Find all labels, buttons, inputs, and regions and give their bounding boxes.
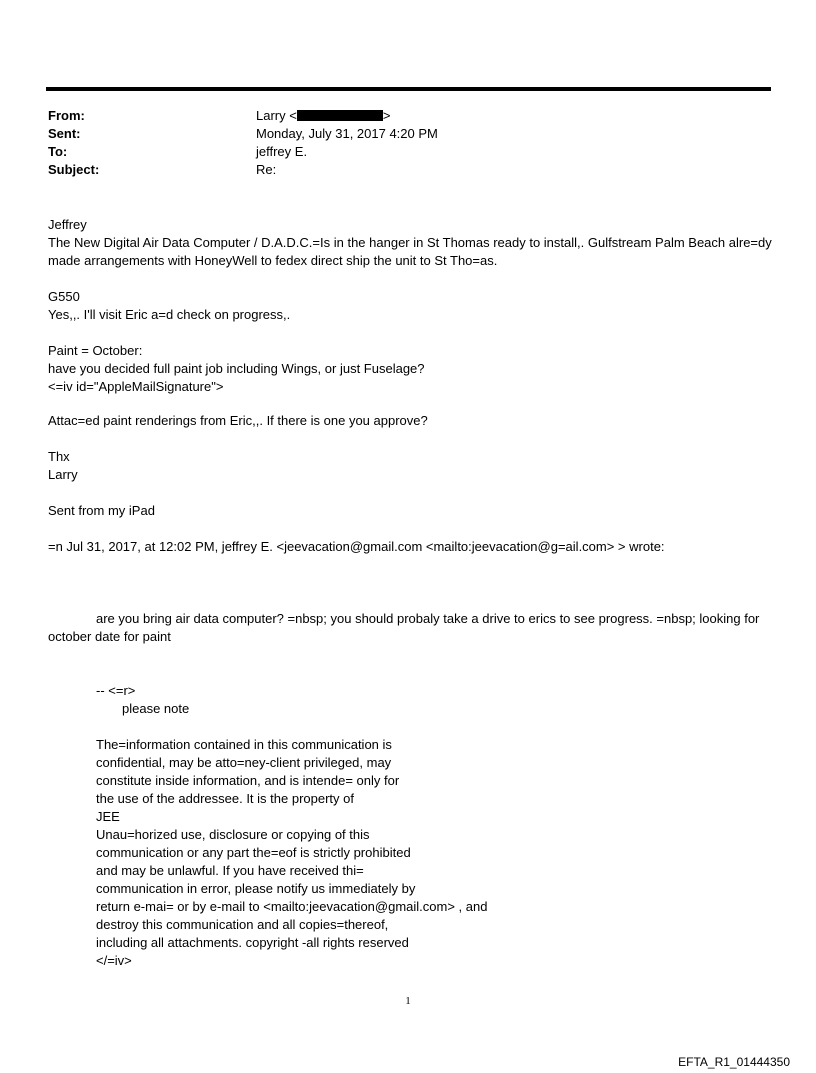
disclaimer-line: Unau=horized use, disclosure or copying of this bbox=[96, 827, 370, 842]
from-label: From: bbox=[48, 108, 85, 123]
greeting: Jeffrey bbox=[48, 217, 87, 232]
quote-header: =n Jul 31, 2017, at 12:02 PM, jeffrey E. <jeevacation@gmail.com <mailto:jeevacation@g=ail.com> > wrote: bbox=[48, 539, 665, 554]
header-rule bbox=[46, 87, 771, 91]
sender-name: Larry bbox=[48, 467, 78, 482]
sent-from-block bbox=[48, 502, 778, 520]
disclaimer-line: including all attachments. copyright -all rights reserved bbox=[96, 935, 409, 950]
from-name: Larry < bbox=[256, 108, 297, 123]
disclaimer-line: </=iv> bbox=[96, 953, 132, 968]
div-tag-line: <=iv id="AppleMailSignature"> bbox=[48, 379, 224, 394]
paint-heading: Paint = October: bbox=[48, 343, 143, 358]
quote-header-block bbox=[48, 538, 778, 556]
visit-line: Yes,,. I'll visit Eric a=d check on progress,. bbox=[48, 307, 291, 322]
signature-dash: -- <=r> bbox=[96, 683, 136, 698]
disclaimer-line: constitute inside information, and is intende= only for bbox=[96, 773, 400, 788]
disclaimer-line: the use of the addressee. It is the property of bbox=[96, 791, 354, 806]
attached-line: Attac=ed paint renderings from Eric,,. If there is one you approve? bbox=[48, 413, 428, 428]
disclaimer-line: JEE bbox=[96, 809, 120, 824]
to-label: To: bbox=[48, 144, 68, 159]
from-value bbox=[256, 107, 390, 125]
disclaimer-line: communication in error, please notify us immediately by bbox=[96, 881, 416, 896]
para-dadc: The New Digital Air Data Computer / D.A.D.C.=Is in the hanger in St Thomas ready to install,. Gulfstream Palm Beach alre=dy made arrangements with HoneyWell to fedex direct ship the unit to St Tho=as. bbox=[48, 235, 772, 268]
sent-from-line: Sent from my iPad bbox=[48, 503, 155, 518]
please-note: please note bbox=[122, 701, 190, 716]
quoted-message-block bbox=[48, 610, 772, 646]
bates-stamp: EFTA_R1_01444350 bbox=[678, 1055, 790, 1069]
sent-label: Sent: bbox=[48, 126, 81, 141]
subject-label: Subject: bbox=[48, 162, 100, 177]
sent-value: Monday, July 31, 2017 4:20 PM bbox=[256, 126, 438, 141]
disclaimer-line: The=information contained in this communication is bbox=[96, 737, 392, 752]
g550-line: G550 bbox=[48, 289, 80, 304]
body-block-1 bbox=[48, 216, 778, 270]
body-block-g550 bbox=[48, 288, 778, 324]
disclaimer-line: destroy this communication and all copies=thereof, bbox=[96, 917, 389, 932]
disclaimer-line: communication or any part the=eof is strictly prohibited bbox=[96, 845, 411, 860]
body-block-paint bbox=[48, 342, 778, 396]
from-close: > bbox=[382, 108, 391, 123]
page-number: 1 bbox=[405, 995, 411, 1007]
subject-value: Re: bbox=[256, 162, 277, 177]
disclaimer bbox=[96, 736, 616, 970]
disclaimer-line: and may be unlawful. If you have received thi= bbox=[96, 863, 364, 878]
disclaimer-line: return e-mai= or by e-mail to <mailto:jeevacation@gmail.com> , and bbox=[96, 899, 488, 914]
thx-line: Thx bbox=[48, 449, 70, 464]
disclaimer-line: confidential, may be atto=ney-client privileged, may bbox=[96, 755, 392, 770]
paint-question: have you decided full paint job including Wings, or just Fuselage? bbox=[48, 361, 425, 376]
attached-line-block bbox=[48, 412, 778, 430]
redaction-block bbox=[297, 110, 383, 121]
closing-block bbox=[48, 448, 778, 484]
to-value: jeffrey E. bbox=[256, 144, 308, 159]
quoted-message: are you bring air data computer? =nbsp; you should probaly take a drive to erics to see progress. =nbsp; looking for october date for paint bbox=[48, 611, 760, 644]
